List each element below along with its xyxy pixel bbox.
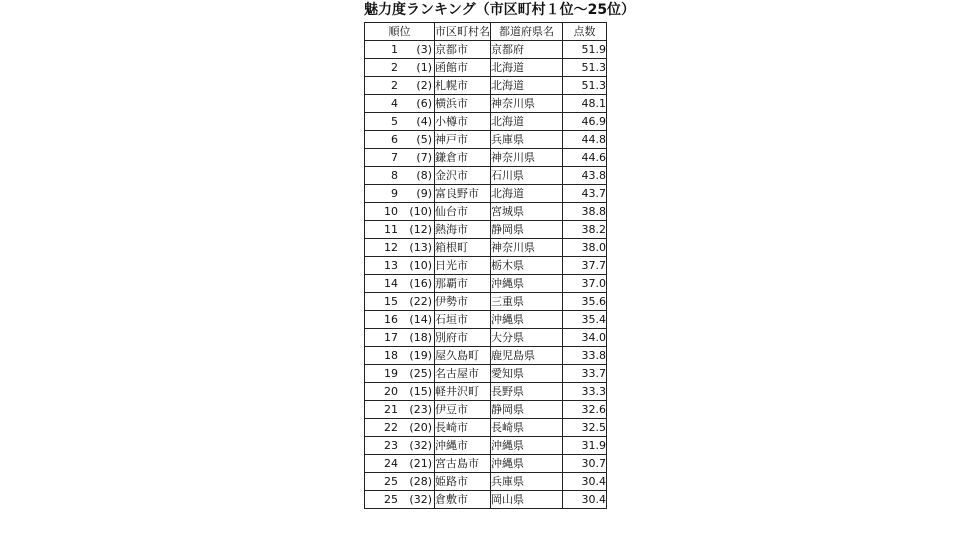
- prefecture-name-cell: 北海道: [491, 113, 563, 131]
- rank-cell: [365, 59, 435, 77]
- table-row: [365, 185, 607, 203]
- ranking-body: [365, 41, 607, 509]
- previous-rank: (14): [409, 313, 432, 326]
- city-name-cell: 函館市: [435, 59, 491, 77]
- previous-rank: (28): [409, 475, 432, 488]
- rank-cell: [365, 257, 435, 275]
- score-cell: 30.7: [563, 455, 607, 473]
- current-rank: 25: [384, 493, 398, 506]
- previous-rank: (32): [409, 439, 432, 452]
- previous-rank: (9): [416, 187, 432, 200]
- rank-cell: [365, 365, 435, 383]
- city-name-cell: 姫路市: [435, 473, 491, 491]
- current-rank: 4: [391, 97, 398, 110]
- current-rank: 2: [391, 61, 398, 74]
- table-row: [365, 275, 607, 293]
- prefecture-name-cell: 大分県: [491, 329, 563, 347]
- current-rank: 20: [384, 385, 398, 398]
- score-cell: 33.7: [563, 365, 607, 383]
- previous-rank: (22): [409, 295, 432, 308]
- score-cell: 37.7: [563, 257, 607, 275]
- score-cell: 43.8: [563, 167, 607, 185]
- score-cell: 38.0: [563, 239, 607, 257]
- prefecture-name-cell: 北海道: [491, 59, 563, 77]
- city-name-cell: 鎌倉市: [435, 149, 491, 167]
- previous-rank: (32): [409, 493, 432, 506]
- score-cell: 51.3: [563, 77, 607, 95]
- score-cell: 33.8: [563, 347, 607, 365]
- city-name-cell: 札幌市: [435, 77, 491, 95]
- table-row: [365, 41, 607, 59]
- page-title: 魅力度ランキング（市区町村１位～25位）: [364, 2, 636, 18]
- rank-cell: [365, 401, 435, 419]
- previous-rank: (10): [409, 259, 432, 272]
- score-cell: 48.1: [563, 95, 607, 113]
- header-city: 市区町村名: [435, 23, 491, 41]
- table-row: [365, 383, 607, 401]
- score-cell: 31.9: [563, 437, 607, 455]
- current-rank: 21: [384, 403, 398, 416]
- city-name-cell: 名古屋市: [435, 365, 491, 383]
- prefecture-name-cell: 鹿児島県: [491, 347, 563, 365]
- score-cell: 51.9: [563, 41, 607, 59]
- table-row: [365, 239, 607, 257]
- rank-cell: [365, 491, 435, 509]
- city-name-cell: 神戸市: [435, 131, 491, 149]
- city-name-cell: 倉敷市: [435, 491, 491, 509]
- table-row: [365, 59, 607, 77]
- score-cell: 44.8: [563, 131, 607, 149]
- rank-cell: [365, 293, 435, 311]
- rank-cell: [365, 239, 435, 257]
- ranking-table: [364, 22, 607, 509]
- previous-rank: (10): [409, 205, 432, 218]
- previous-rank: (19): [409, 349, 432, 362]
- header-score: 点数: [563, 23, 607, 41]
- table-row: [365, 293, 607, 311]
- previous-rank: (13): [409, 241, 432, 254]
- current-rank: 13: [384, 259, 398, 272]
- prefecture-name-cell: 沖縄県: [491, 311, 563, 329]
- score-cell: 43.7: [563, 185, 607, 203]
- score-cell: 35.6: [563, 293, 607, 311]
- prefecture-name-cell: 石川県: [491, 167, 563, 185]
- current-rank: 6: [391, 133, 398, 146]
- city-name-cell: 金沢市: [435, 167, 491, 185]
- prefecture-name-cell: 岡山県: [491, 491, 563, 509]
- table-row: [365, 77, 607, 95]
- current-rank: 12: [384, 241, 398, 254]
- current-rank: 18: [384, 349, 398, 362]
- table-row: [365, 167, 607, 185]
- previous-rank: (6): [416, 97, 432, 110]
- score-cell: 34.0: [563, 329, 607, 347]
- prefecture-name-cell: 神奈川県: [491, 239, 563, 257]
- current-rank: 24: [384, 457, 398, 470]
- score-cell: 51.3: [563, 59, 607, 77]
- header-prefecture: 都道府県名: [491, 23, 563, 41]
- score-cell: 35.4: [563, 311, 607, 329]
- prefecture-name-cell: 兵庫県: [491, 473, 563, 491]
- city-name-cell: 別府市: [435, 329, 491, 347]
- table-row: [365, 149, 607, 167]
- table-row: [365, 221, 607, 239]
- score-cell: 30.4: [563, 473, 607, 491]
- table-row: [365, 203, 607, 221]
- table-row: [365, 257, 607, 275]
- prefecture-name-cell: 京都府: [491, 41, 563, 59]
- city-name-cell: 石垣市: [435, 311, 491, 329]
- current-rank: 11: [384, 223, 398, 236]
- rank-cell: [365, 473, 435, 491]
- score-cell: 30.4: [563, 491, 607, 509]
- current-rank: 7: [391, 151, 398, 164]
- prefecture-name-cell: 北海道: [491, 77, 563, 95]
- city-name-cell: 那覇市: [435, 275, 491, 293]
- score-cell: 46.9: [563, 113, 607, 131]
- prefecture-name-cell: 長崎県: [491, 419, 563, 437]
- rank-cell: [365, 167, 435, 185]
- previous-rank: (21): [409, 457, 432, 470]
- table-row: [365, 401, 607, 419]
- prefecture-name-cell: 沖縄県: [491, 455, 563, 473]
- prefecture-name-cell: 神奈川県: [491, 95, 563, 113]
- rank-cell: [365, 77, 435, 95]
- current-rank: 19: [384, 367, 398, 380]
- current-rank: 17: [384, 331, 398, 344]
- previous-rank: (8): [416, 169, 432, 182]
- city-name-cell: 横浜市: [435, 95, 491, 113]
- current-rank: 2: [391, 79, 398, 92]
- rank-cell: [365, 131, 435, 149]
- rank-cell: [365, 149, 435, 167]
- rank-cell: [365, 437, 435, 455]
- table-row: [365, 131, 607, 149]
- current-rank: 1: [391, 43, 398, 56]
- score-cell: 44.6: [563, 149, 607, 167]
- rank-cell: [365, 383, 435, 401]
- city-name-cell: 沖縄市: [435, 437, 491, 455]
- previous-rank: (1): [416, 61, 432, 74]
- rank-cell: [365, 419, 435, 437]
- city-name-cell: 箱根町: [435, 239, 491, 257]
- current-rank: 8: [391, 169, 398, 182]
- city-name-cell: 日光市: [435, 257, 491, 275]
- previous-rank: (18): [409, 331, 432, 344]
- rank-cell: [365, 113, 435, 131]
- previous-rank: (3): [416, 43, 432, 56]
- current-rank: 16: [384, 313, 398, 326]
- rank-cell: [365, 203, 435, 221]
- rank-cell: [365, 455, 435, 473]
- score-cell: 32.6: [563, 401, 607, 419]
- prefecture-name-cell: 栃木県: [491, 257, 563, 275]
- rank-cell: [365, 185, 435, 203]
- current-rank: 15: [384, 295, 398, 308]
- prefecture-name-cell: 北海道: [491, 185, 563, 203]
- prefecture-name-cell: 愛知県: [491, 365, 563, 383]
- city-name-cell: 伊豆市: [435, 401, 491, 419]
- prefecture-name-cell: 静岡県: [491, 221, 563, 239]
- current-rank: 14: [384, 277, 398, 290]
- city-name-cell: 熱海市: [435, 221, 491, 239]
- previous-rank: (4): [416, 115, 432, 128]
- current-rank: 23: [384, 439, 398, 452]
- rank-cell: [365, 41, 435, 59]
- rank-cell: [365, 275, 435, 293]
- table-row: [365, 455, 607, 473]
- city-name-cell: 富良野市: [435, 185, 491, 203]
- prefecture-name-cell: 三重県: [491, 293, 563, 311]
- prefecture-name-cell: 宮城県: [491, 203, 563, 221]
- prefecture-name-cell: 沖縄県: [491, 437, 563, 455]
- table-row: [365, 329, 607, 347]
- rank-cell: [365, 347, 435, 365]
- rank-cell: [365, 311, 435, 329]
- city-name-cell: 京都市: [435, 41, 491, 59]
- table-row: [365, 311, 607, 329]
- rank-cell: [365, 221, 435, 239]
- previous-rank: (12): [409, 223, 432, 236]
- previous-rank: (16): [409, 277, 432, 290]
- prefecture-name-cell: 沖縄県: [491, 275, 563, 293]
- prefecture-name-cell: 静岡県: [491, 401, 563, 419]
- rank-cell: [365, 329, 435, 347]
- rank-cell: [365, 95, 435, 113]
- table-row: [365, 95, 607, 113]
- city-name-cell: 伊勢市: [435, 293, 491, 311]
- current-rank: 10: [384, 205, 398, 218]
- prefecture-name-cell: 兵庫県: [491, 131, 563, 149]
- previous-rank: (25): [409, 367, 432, 380]
- table-row: [365, 437, 607, 455]
- previous-rank: (7): [416, 151, 432, 164]
- previous-rank: (2): [416, 79, 432, 92]
- city-name-cell: 宮古島市: [435, 455, 491, 473]
- table-row: [365, 473, 607, 491]
- city-name-cell: 小樽市: [435, 113, 491, 131]
- previous-rank: (20): [409, 421, 432, 434]
- previous-rank: (23): [409, 403, 432, 416]
- score-cell: 38.2: [563, 221, 607, 239]
- current-rank: 22: [384, 421, 398, 434]
- score-cell: 33.3: [563, 383, 607, 401]
- prefecture-name-cell: 神奈川県: [491, 149, 563, 167]
- table-row: [365, 113, 607, 131]
- prefecture-name-cell: 長野県: [491, 383, 563, 401]
- score-cell: 32.5: [563, 419, 607, 437]
- city-name-cell: 仙台市: [435, 203, 491, 221]
- current-rank: 5: [391, 115, 398, 128]
- current-rank: 9: [391, 187, 398, 200]
- table-header-row: [365, 23, 607, 41]
- city-name-cell: 軽井沢町: [435, 383, 491, 401]
- header-rank: 順位: [365, 23, 435, 41]
- current-rank: 25: [384, 475, 398, 488]
- city-name-cell: 屋久島町: [435, 347, 491, 365]
- city-name-cell: 長崎市: [435, 419, 491, 437]
- table-row: [365, 365, 607, 383]
- score-cell: 38.8: [563, 203, 607, 221]
- table-row: [365, 347, 607, 365]
- table-row: [365, 419, 607, 437]
- previous-rank: (5): [416, 133, 432, 146]
- score-cell: 37.0: [563, 275, 607, 293]
- table-row: [365, 491, 607, 509]
- previous-rank: (15): [409, 385, 432, 398]
